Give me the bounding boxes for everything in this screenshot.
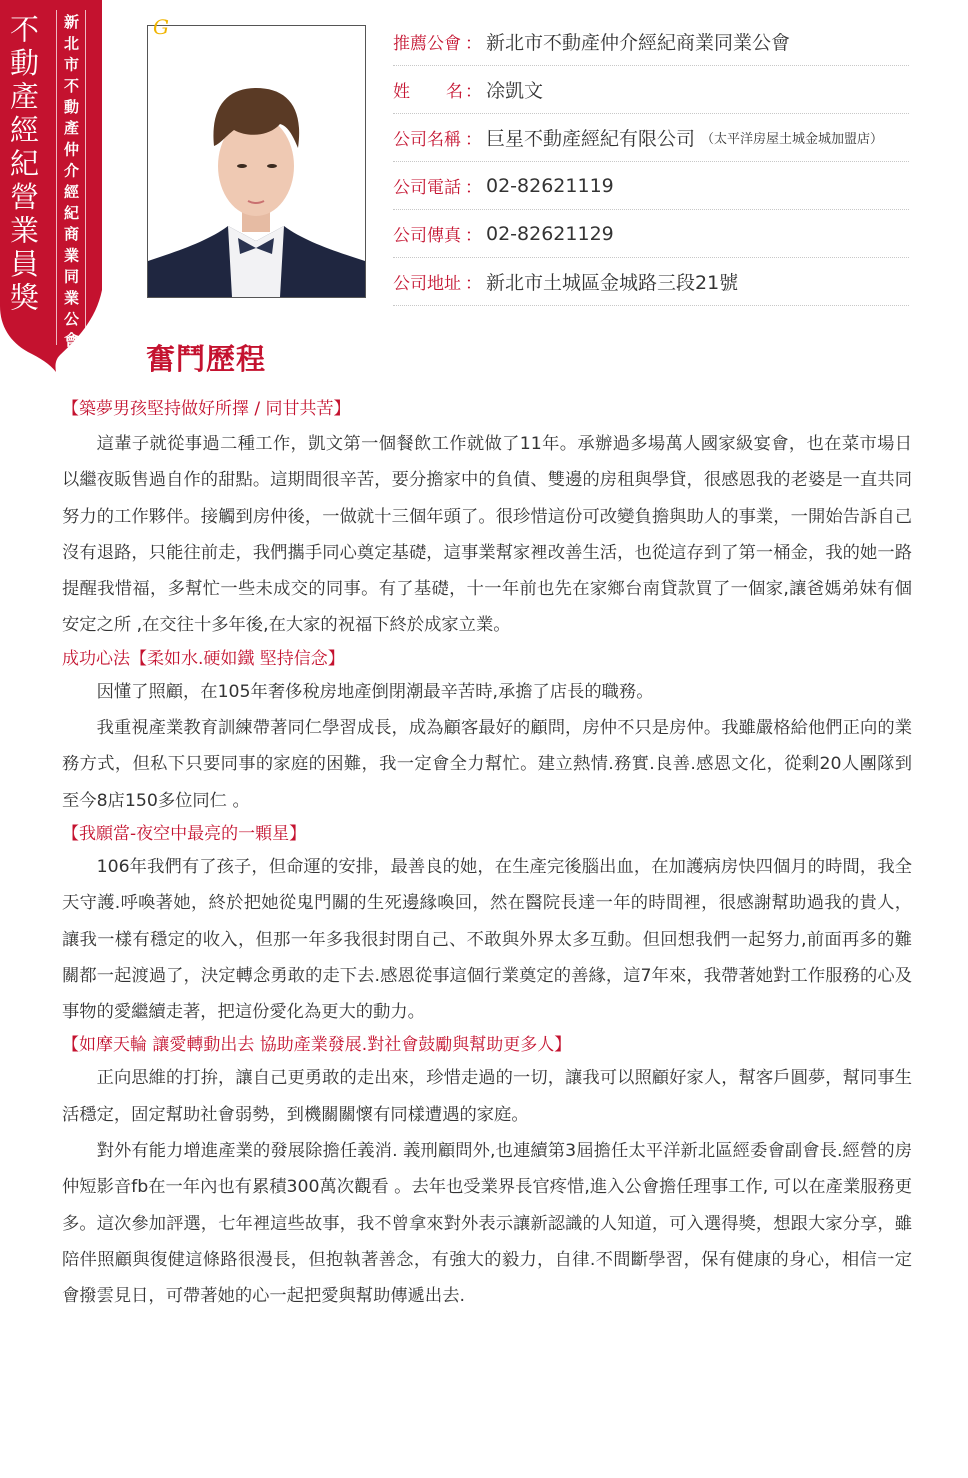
portrait-illustration xyxy=(148,26,365,297)
ribbon-subtitle: 新北市不動產仲介經紀商業同業公會 xyxy=(62,14,80,354)
member-info-table xyxy=(393,18,909,306)
story-paragraph: 對外有能力增進產業的發展除擔任義消. 義刑顧問外,也連續第3屆擔任太平洋新北區經委會副會長.經營的房仲短影音fb在一年內也有累積300萬次觀看 。去年也受業界長官疼惜,進入公會擔任理事工作, 可以在產業服務更多。這次參加評選，七年裡這些故事，我不曾拿來對外表示讓新認識的人知道，可入選得獎，想跟大家分享，雖陪伴照顧與復健這條路很漫長，但抱執著善念，有強大的毅力，自律.不間斷學習，保有健康的身心，相信一定會撥雲見日，可帶著她的心一起把愛與幫助傳遞出去. xyxy=(62,1141,912,1307)
info-colon: ： xyxy=(465,82,482,102)
info-colon: ： xyxy=(465,178,482,198)
info-label-part: 名 xyxy=(446,82,463,102)
info-row-company xyxy=(393,114,909,162)
story-paragraph: 正向思維的打拚，讓自己更勇敢的走出來，珍惜走過的一切，讓我可以照顧好家人，幫客戶圓夢，幫同事生活穩定，固定幫助社會弱勢，到機關關懷有同樣遭遇的家庭。 xyxy=(62,1068,912,1125)
story-heading: 【我願當-夜空中最亮的一顆星】 xyxy=(62,823,307,844)
info-label: 公司名稱 xyxy=(393,130,461,150)
ribbon-title: 不動產經紀營業員獎 xyxy=(6,14,40,316)
info-value: 巨星不動產經紀有限公司 xyxy=(486,128,696,150)
info-row-association xyxy=(393,18,909,66)
portrait-photo xyxy=(147,25,366,298)
info-value: 02-82621129 xyxy=(486,222,614,245)
story-paragraph: 106年我們有了孩子，但命運的安排，最善良的她，在生產完後腦出血，在加護病房快四個月的時間，我全天守護.呼喚著她，終於把她從鬼門關的生死邊緣喚回，然在醫院長達一年的時間裡，很感謝幫助過我的貴人，讓我一樣有穩定的收入，但那一年多我很封閉自己、不敢與外界太多互動。但回想我們一起努力,前面再多的難關都一起渡過了，決定轉念勇敢的走下去.感恩從事這個行業奠定的善緣，這7年來，我帶著她對工作服務的心及事物的愛繼續走著，把這份愛化為更大的動力。 xyxy=(62,856,912,1023)
info-row-name xyxy=(393,66,909,114)
photo-watermark-mark: G xyxy=(153,15,169,39)
story-heading: 成功心法【柔如水.硬如鐵 堅持信念】 xyxy=(62,648,345,669)
info-note: （太平洋房屋土城金城加盟店） xyxy=(701,132,884,147)
award-ribbon-banner xyxy=(0,0,102,372)
section-title: 奮鬥歷程 xyxy=(146,342,267,376)
story-heading: 【如摩天輪 讓愛轉動出去 協助產業發展.對社會鼓勵與幫助更多人】 xyxy=(62,1035,572,1056)
info-row-fax xyxy=(393,210,909,258)
info-colon: ： xyxy=(465,274,482,294)
info-row-phone xyxy=(393,162,909,210)
info-colon: ： xyxy=(465,34,482,54)
ribbon-divider-left xyxy=(56,10,57,345)
info-label: 公司地址 xyxy=(393,274,461,294)
info-label: 公司傳真 xyxy=(393,226,461,246)
info-value: 凃凱文 xyxy=(486,80,544,102)
story-paragraph: 我重視產業教育訓練帶著同仁學習成長，成為顧客最好的顧問，房仲不只是房仲。我雖嚴格給他們正向的業務方式，但私下只要同事的家庭的困難，我一定會全力幫忙。建立熱情.務實.良善.感恩文化，從剩20人團隊到至今8店150多位同仁 。 xyxy=(62,718,912,811)
info-value: 02-82621119 xyxy=(486,174,614,197)
info-row-address xyxy=(393,258,909,306)
info-value: 新北市土城區金城路三段21號 xyxy=(486,272,739,294)
info-label-part: 姓 xyxy=(393,82,410,102)
info-value: 新北市不動產仲介經紀商業同業公會 xyxy=(486,32,791,54)
info-colon: ： xyxy=(465,226,482,246)
story-paragraph: 這輩子就從事過二種工作，凱文第一個餐飲工作就做了11年。承辦過多場萬人國家級宴會，也在菜市場日以繼夜販售過自作的甜點。這期間很辛苦，要分擔家中的負債、雙邊的房租與學貸，很感恩我的老婆是一直共同努力的工作夥伴。接觸到房仲後，一做就十三個年頭了。很珍惜這份可改變負擔與助人的事業，一開始告訴自己沒有退路，只能往前走，我們攜手同心奠定基礎，這事業幫家裡改善生活，也從這存到了第一桶金，我的她一路提醒我惜福，多幫忙一些未成交的同事。有了基礎，十一年前也先在家鄉台南貸款買了一個家,讓爸媽弟妹有個安定之所 ,在交往十多年後,在大家的祝福下終於成家立業。 xyxy=(62,434,912,636)
ribbon-divider-right xyxy=(85,10,86,345)
story-heading: 【築夢男孩堅持做好所擇 / 同甘共苦】 xyxy=(62,399,351,419)
info-label xyxy=(393,77,463,102)
story-paragraph: 因懂了照顧，在105年奢侈稅房地產倒閉潮最辛苦時,承擔了店長的職務。 xyxy=(96,681,654,702)
story-article xyxy=(62,394,912,1315)
info-label: 公司電話 xyxy=(393,178,461,198)
info-colon: ： xyxy=(465,130,482,150)
info-label: 推薦公會 xyxy=(393,34,461,54)
